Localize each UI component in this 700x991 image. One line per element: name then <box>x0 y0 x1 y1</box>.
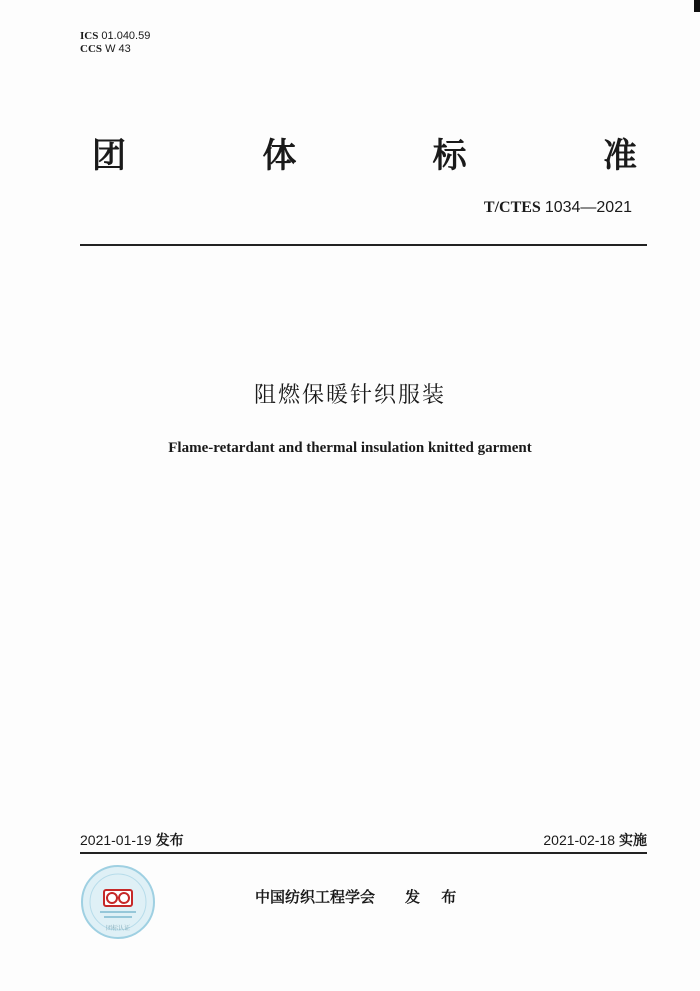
ics-code: 01.040.59 <box>101 30 151 42</box>
classification-codes <box>80 30 150 56</box>
publisher-line <box>255 886 464 907</box>
certification-seal-icon <box>80 864 156 940</box>
ics-label: ICS <box>80 30 99 42</box>
ics-line <box>80 30 150 43</box>
title-chinese: 阻燃保暖针织服装 <box>253 383 446 408</box>
publisher-name: 中国纺织工程学会 <box>255 888 376 906</box>
doc-type-char: 团 <box>92 135 126 176</box>
doc-type-char: 标 <box>432 135 467 176</box>
doc-type-char: 准 <box>602 135 637 176</box>
ccs-line <box>80 43 150 56</box>
corner-mark <box>694 0 700 12</box>
implementation-date-value: 2021-02-18 <box>543 832 615 848</box>
title-english: Flame-retardant and thermal insulation knitted garment <box>168 440 532 456</box>
document-type-heading <box>92 128 637 176</box>
ccs-code: W 43 <box>105 43 131 55</box>
standard-prefix: T/CTES <box>483 199 541 216</box>
implementation-date <box>543 830 647 850</box>
issue-date-value: 2021-01-19 <box>80 832 152 848</box>
issue-date <box>80 830 184 850</box>
ccs-label: CCS <box>80 43 103 55</box>
top-divider <box>80 244 647 246</box>
bottom-divider <box>80 852 647 854</box>
seal-text: 团标认证 <box>105 925 131 932</box>
implementation-label: 实施 <box>619 833 647 849</box>
standard-code: 1034—2021 <box>544 199 632 216</box>
doc-type-char: 体 <box>262 135 297 176</box>
publisher-action: 发 布 <box>405 888 465 906</box>
standard-number <box>484 199 632 217</box>
issue-label: 发布 <box>155 833 184 849</box>
